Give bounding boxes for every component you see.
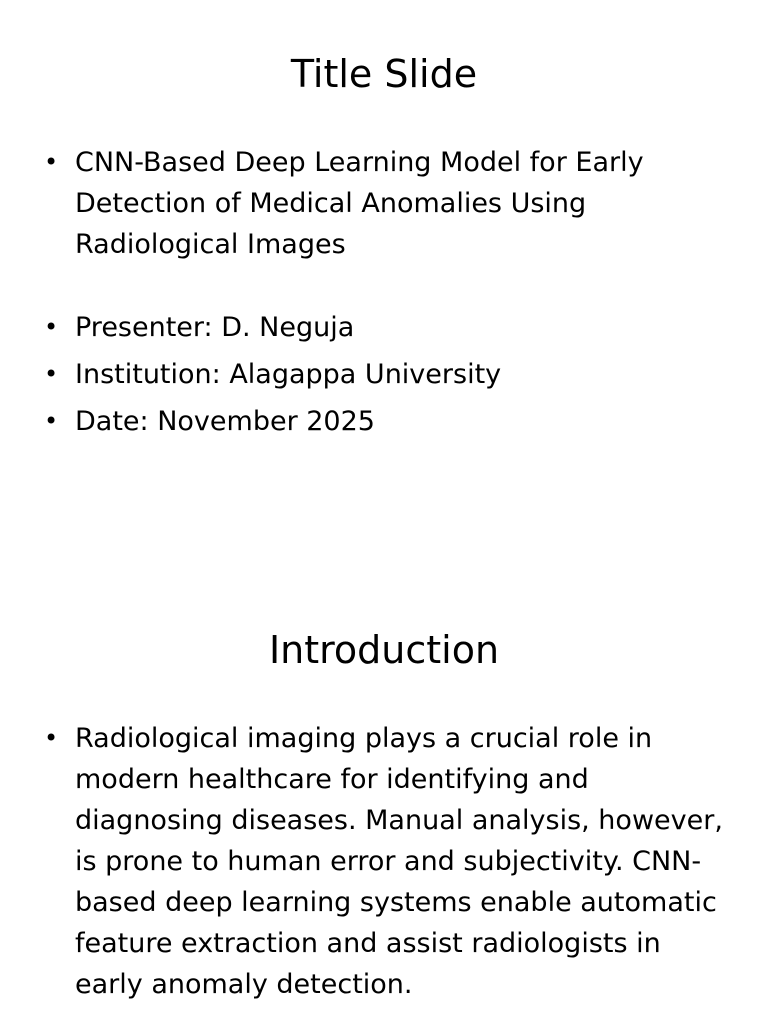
bullet-item-date — [0, 398, 768, 445]
bullet-item-intro — [0, 718, 768, 1005]
bullet-list — [0, 718, 768, 1005]
bullet-dot-icon: • — [44, 724, 59, 752]
bullet-text: Radiological imaging plays a crucial role in modern healthcare for identifying and diagnosing diseases. Manual analysis, however, is prone to human error and subjectivity. CNN-based deep learning systems enable automatic feature extraction and assist radiologists in early anomaly detection. — [75, 723, 723, 1000]
slide-introduction — [0, 576, 768, 1024]
bullet-text: CNN-Based Deep Learning Model for Early Detection of Medical Anomalies Using Radiological Images — [75, 147, 644, 260]
slide-heading: Introduction — [268, 628, 500, 672]
bullet-item-topic — [0, 142, 768, 265]
bullet-text: Date: November 2025 — [75, 406, 375, 437]
slide-heading: Title Slide — [290, 52, 478, 96]
bullet-item-presenter — [0, 304, 768, 351]
bullet-text: Presenter: D. Neguja — [75, 312, 355, 343]
bullet-list — [0, 142, 768, 445]
bullet-dot-icon: • — [44, 407, 59, 435]
bullet-dot-icon: • — [44, 360, 59, 388]
bullet-dot-icon: • — [44, 148, 59, 176]
bullet-item-institution — [0, 351, 768, 398]
bullet-text: Institution: Alagappa University — [75, 359, 502, 390]
bullet-dot-icon: • — [44, 313, 59, 341]
